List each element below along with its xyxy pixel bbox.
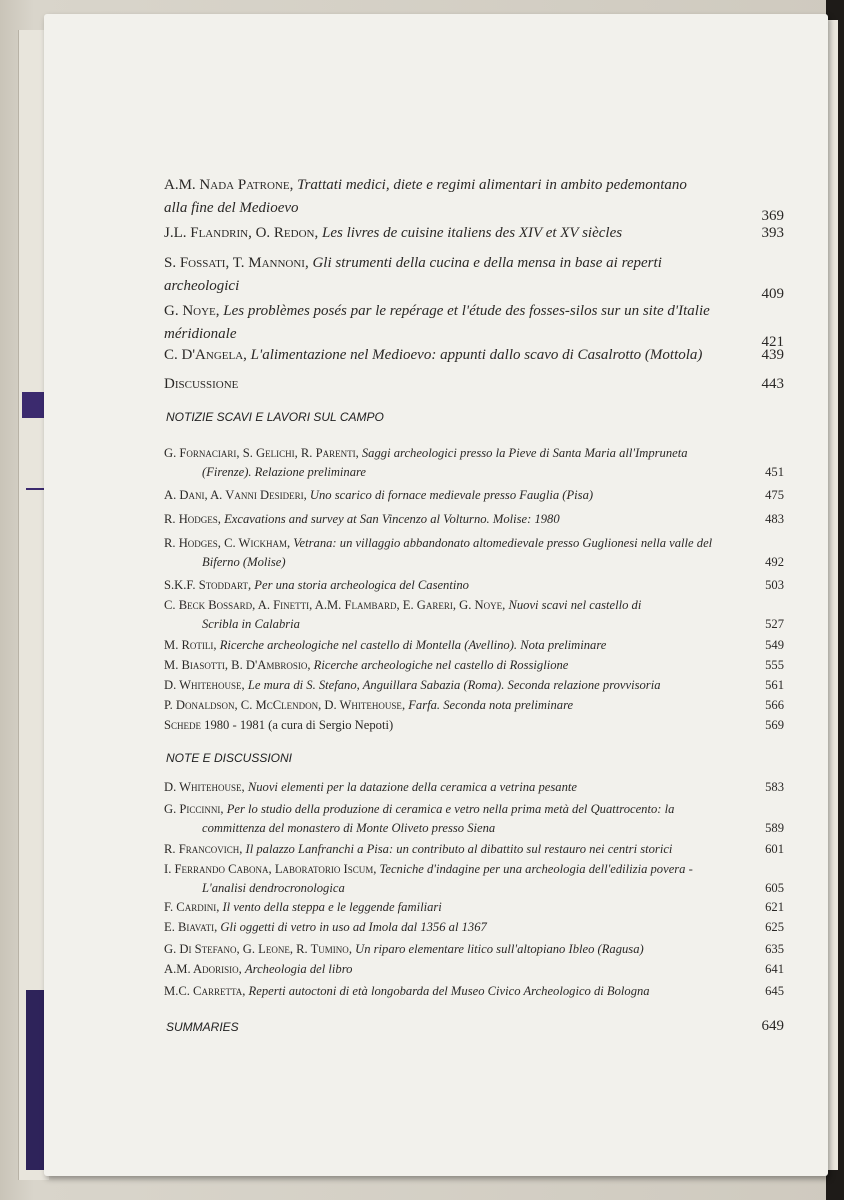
entry-author: F. Cardini xyxy=(164,900,217,914)
entry-author: R. Francovich xyxy=(164,842,240,856)
entry-title-continued: archeologici xyxy=(164,278,240,294)
entry-first-line: S. Fossati, T. Mannoni, Gli strumenti della cucina e della mensa in base ai reperti xyxy=(164,255,662,271)
entry-author: P. Donaldson, C. McClendon, D. Whitehouse xyxy=(164,698,402,712)
entry-first-line: D. Whitehouse, Nuovi elementi per la datazione della ceramica a vetrina pesante 583 xyxy=(164,778,784,797)
entry-title: Saggi archeologici presso la Pieve di Santa Maria all'Impruneta xyxy=(361,446,688,460)
entry-page-number: 583 xyxy=(765,780,784,794)
toc-entry xyxy=(164,510,784,529)
entry-page-number: 475 xyxy=(765,488,784,502)
entry-author: E. Biavati xyxy=(164,920,215,934)
summaries-page-number: 649 xyxy=(761,1018,784,1034)
entry-first-line: A.M. Nada Patrone, Trattati medici, diete e regimi alimentari in ambito pedemontano xyxy=(164,177,687,193)
entry-first-line: G. Piccinni, Per lo studio della produzione di ceramica e vetro nella prima metà del Quattrocento: la xyxy=(164,802,675,816)
toc-entry xyxy=(164,800,784,838)
entry-title-continued: (Firenze). Relazione preliminare xyxy=(202,465,367,479)
entry-first-line: S.K.F. Stoddart, Per una storia archeologica del Casentino 503 xyxy=(164,576,784,595)
entry-first-line: P. Donaldson, C. McClendon, D. Whitehouse, Farfa. Seconda nota preliminare 566 xyxy=(164,696,784,715)
entry-title: Ricerche archeologiche nel castello di Montella (Avellino). Nota preliminare xyxy=(219,638,607,652)
entry-first-line: A. Dani, A. Vanni Desideri, Uno scarico di fornace medievale presso Fauglia (Pisa) 475 xyxy=(164,486,784,505)
toc-entry xyxy=(164,860,784,898)
toc-entry xyxy=(164,300,784,346)
entry-page-number: 492 xyxy=(765,555,784,569)
entry-page-number: 645 xyxy=(765,984,784,998)
entry-page-number: 566 xyxy=(765,698,784,712)
entry-author: A. Dani, A. Vanni Desideri xyxy=(164,488,304,502)
entry-first-line: G. Di Stefano, G. Leone, R. Tumino, Un riparo elementare litico sull'altopiano Ibleo (Ragusa) 635 xyxy=(164,940,784,959)
entry-author: Schede xyxy=(164,718,202,732)
table-of-contents xyxy=(44,14,828,1176)
entry-page-number: 635 xyxy=(765,942,784,956)
toc-entry xyxy=(164,486,784,505)
entry-first-line: M.C. Carretta, Reperti autoctoni di età longobarda del Museo Civico Archeologico di Bologna 645 xyxy=(164,982,784,1001)
entry-title: Les livres de cuisine italiens des XIV et XV siècles xyxy=(321,225,623,241)
entry-author: G. Noye xyxy=(164,303,216,319)
entry-title: Le mura di S. Stefano, Anguillara Sabazia (Roma). Seconda relazione provvisoria xyxy=(247,678,661,692)
entry-second-line xyxy=(164,323,784,346)
entry-title-continued: Scribla in Calabria xyxy=(202,617,300,631)
toc-entry xyxy=(164,676,784,695)
entry-author: R. Hodges, C. Wickham xyxy=(164,536,287,550)
entry-first-line: J.L. Flandrin, O. Redon, Les livres de cuisine italiens des XIV et XV siècles 393 xyxy=(164,222,784,245)
entry-first-line: C. Beck Bossard, A. Finetti, A.M. Flambard, E. Gareri, G. Noye, Nuovi scavi nel castello di xyxy=(164,598,642,612)
entry-page-number: 605 xyxy=(765,881,784,895)
entry-author: D. Whitehouse xyxy=(164,678,242,692)
entry-title: Un riparo elementare litico sull'altopiano Ibleo (Ragusa) xyxy=(355,942,644,956)
entry-page-number: 561 xyxy=(765,678,784,692)
toc-entry xyxy=(164,778,784,797)
toc-entry xyxy=(164,898,784,917)
entry-title: Gli oggetti di vetro in uso ad Imola dal 1356 al 1367 xyxy=(220,920,487,934)
entry-first-line xyxy=(164,373,784,396)
toc-entry xyxy=(164,982,784,1001)
toc-entry xyxy=(164,576,784,595)
entry-first-line: G. Noye, Les problèmes posés par le repérage et l'étude des fosses-silos sur un site d'Italie xyxy=(164,303,710,319)
entry-title: Excavations and survey at San Vincenzo al Volturno. Molise: 1980 xyxy=(224,512,560,526)
entry-author: S. Fossati, T. Mannoni xyxy=(164,255,305,271)
entry-first-line: R. Hodges, C. Wickham, Vetrana: un villaggio abbandonato altomedievale presso Guglionesi nella valle del xyxy=(164,536,713,550)
entry-page-number: 569 xyxy=(765,718,784,732)
entry-first-line: F. Cardini, Il vento della steppa e le leggende familiari 621 xyxy=(164,898,784,917)
entry-first-line: A.M. Adorisio, Archeologia del libro 641 xyxy=(164,960,784,979)
entry-page-number: 641 xyxy=(765,962,784,976)
entry-page-number: 369 xyxy=(761,208,784,220)
entry-page-number: 483 xyxy=(765,512,784,526)
entry-title: Farfa. Seconda nota preliminare xyxy=(408,698,574,712)
toc-entry xyxy=(164,940,784,959)
entry-author: G. Piccinni xyxy=(164,802,221,816)
entry-author: Discussione xyxy=(164,376,239,392)
entry-author: I. Ferrando Cabona, Laboratorio Iscum xyxy=(164,862,374,876)
entry-page-number: 443 xyxy=(761,376,784,392)
section-heading-summaries: SUMMARIES xyxy=(166,1020,239,1034)
section-heading-note: NOTE E DISCUSSIONI xyxy=(166,751,293,765)
entry-first-line: D. Whitehouse, Le mura di S. Stefano, Anguillara Sabazia (Roma). Seconda relazione provvisoria 561 xyxy=(164,676,784,695)
entry-title: Ricerche archeologiche nel castello di Rossiglione xyxy=(313,658,569,672)
entry-first-line: G. Fornaciari, S. Gelichi, R. Parenti, Saggi archeologici presso la Pieve di Santa Maria all'Impruneta xyxy=(164,446,688,460)
toc-entry xyxy=(164,444,784,482)
entry-page-number: 439 xyxy=(761,347,784,363)
entry-title: Reperti autoctoni di età longobarda del Museo Civico Archeologico di Bologna xyxy=(248,984,650,998)
entry-second-line xyxy=(164,275,784,298)
entry-author: D. Whitehouse xyxy=(164,780,242,794)
entry-second-line xyxy=(164,615,784,634)
toc-entry xyxy=(164,960,784,979)
entry-author: C. Beck Bossard, A. Finetti, A.M. Flambard, E. Gareri, G. Noye xyxy=(164,598,503,612)
entry-first-line: M. Biasotti, B. D'Ambrosio, Ricerche archeologiche nel castello di Rossiglione 555 xyxy=(164,656,784,675)
entry-page-number: 409 xyxy=(761,286,784,298)
entry-title: Per lo studio della produzione di ceramica e vetro nella prima metà del Quattrocento: la xyxy=(226,802,675,816)
entry-author: M. Rotili xyxy=(164,638,214,652)
toc-entry xyxy=(164,696,784,715)
entry-title: Nuovi elementi per la datazione della ceramica a vetrina pesante xyxy=(247,780,577,794)
entry-author: G. Fornaciari, S. Gelichi, R. Parenti xyxy=(164,446,356,460)
entry-first-line: E. Biavati, Gli oggetti di vetro in uso ad Imola dal 1356 al 1367 625 xyxy=(164,918,784,937)
entry-title: Archeologia del libro xyxy=(244,962,353,976)
toc-entry xyxy=(164,918,784,937)
entry-title-continued: committenza del monastero di Monte Oliveto presso Siena xyxy=(202,821,496,835)
toc-entry xyxy=(164,596,784,634)
entry-page-number: 601 xyxy=(765,842,784,856)
entry-page-number: 555 xyxy=(765,658,784,672)
entry-author: S.K.F. Stoddart xyxy=(164,578,248,592)
entry-title: Vetrana: un villaggio abbandonato altomedievale presso Guglionesi nella valle del xyxy=(293,536,713,550)
entry-page-number: 503 xyxy=(765,578,784,592)
entry-author: G. Di Stefano, G. Leone, R. Tumino xyxy=(164,942,349,956)
entry-page-number: 393 xyxy=(761,225,784,241)
entry-title: Les problèmes posés par le repérage et l'étude des fosses-silos sur un site d'Italie xyxy=(223,303,710,319)
entry-page-number: 451 xyxy=(765,465,784,479)
toc-entry xyxy=(164,716,784,735)
entry-author: M. Biasotti, B. D'Ambrosio xyxy=(164,658,308,672)
entry-second-line xyxy=(164,879,784,898)
entry-second-line xyxy=(164,553,784,572)
entry-title: Uno scarico di fornace medievale presso Fauglia (Pisa) xyxy=(309,488,594,502)
entry-page-number: 421 xyxy=(761,334,784,346)
entry-title: Gli strumenti della cucina e della mensa in base ai reperti xyxy=(312,255,662,271)
entry-page-number: 621 xyxy=(765,900,784,914)
entry-author: M.C. Carretta xyxy=(164,984,243,998)
entry-title: Il vento della steppa e le leggende familiari xyxy=(222,900,442,914)
entry-title: Il palazzo Lanfranchi a Pisa: un contributo al dibattito sul restauro nei centri storici xyxy=(245,842,673,856)
toc-entry xyxy=(164,252,784,298)
entry-first-line: C. D'Angela, L'alimentazione nel Medioevo: appunti dallo scavo di Casalrotto (Mottola) 439 xyxy=(164,344,784,367)
entry-title: Tecniche d'indagine per una archeologia dell'edilizia povera - xyxy=(379,862,693,876)
section-heading-notizie: NOTIZIE SCAVI E LAVORI SUL CAMPO xyxy=(166,410,384,424)
entry-page-number: 589 xyxy=(765,821,784,835)
entry-title-continued: L'analisi dendrocronologica xyxy=(202,881,345,895)
entry-title: Trattati medici, diete e regimi alimentari in ambito pedemontano xyxy=(297,177,687,193)
entry-title: Nuovi scavi nel castello di xyxy=(508,598,642,612)
entry-title-continued: alla fine del Medioevo xyxy=(164,200,299,216)
entry-page-number: 549 xyxy=(765,638,784,652)
entry-author: C. D'Angela xyxy=(164,347,244,363)
entry-page-number: 527 xyxy=(765,617,784,631)
entry-note: 1980 - 1981 (a cura di Sergio Nepoti) xyxy=(201,718,394,732)
toc-entry xyxy=(164,636,784,655)
entry-first-line: R. Francovich, Il palazzo Lanfranchi a Pisa: un contributo al dibattito sul restauro nei centri storici 601 xyxy=(164,840,784,859)
entry-first-line: I. Ferrando Cabona, Laboratorio Iscum, Tecniche d'indagine per una archeologia dell'edilizia povera - xyxy=(164,862,693,876)
entry-title: L'alimentazione nel Medioevo: appunti dallo scavo di Casalrotto (Mottola) xyxy=(250,347,703,363)
toc-entry xyxy=(164,174,784,220)
entry-second-line xyxy=(164,197,784,220)
entry-page-number: 625 xyxy=(765,920,784,934)
entry-first-line: M. Rotili, Ricerche archeologiche nel castello di Montella (Avellino). Nota preliminare 549 xyxy=(164,636,784,655)
entry-first-line: R. Hodges, Excavations and survey at San Vincenzo al Volturno. Molise: 1980 483 xyxy=(164,510,784,529)
entry-title-continued: Biferno (Molise) xyxy=(202,555,286,569)
entry-first-line xyxy=(164,716,784,735)
entry-author: R. Hodges xyxy=(164,512,218,526)
entry-author: A.M. Nada Patrone xyxy=(164,177,290,193)
entry-title-continued: méridionale xyxy=(164,326,237,342)
toc-entry xyxy=(164,222,784,245)
toc-entry xyxy=(164,840,784,859)
toc-entry xyxy=(164,344,784,367)
toc-entry xyxy=(164,656,784,675)
entry-second-line xyxy=(164,819,784,838)
entry-author: J.L. Flandrin, O. Redon xyxy=(164,225,315,241)
document-page xyxy=(44,14,828,1176)
toc-entry xyxy=(164,373,784,396)
entry-second-line xyxy=(164,463,784,482)
entry-title: Per una storia archeologica del Casentino xyxy=(254,578,469,592)
toc-entry xyxy=(164,534,784,572)
entry-author: A.M. Adorisio xyxy=(164,962,239,976)
